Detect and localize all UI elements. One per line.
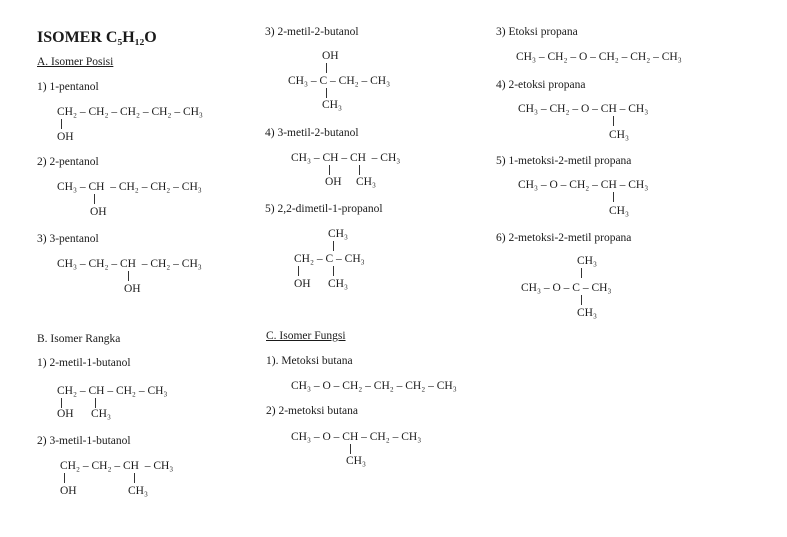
- formula-main: CH₃ – O – C – CH₃: [521, 282, 612, 294]
- bond-line: [64, 473, 65, 483]
- formula-branch: OH: [57, 408, 74, 420]
- formula-branch: CH₃: [609, 205, 629, 217]
- formula-branch: OH: [90, 206, 107, 218]
- formula-branch: OH: [60, 485, 77, 497]
- formula-branch: CH₃: [346, 455, 366, 467]
- bond-line: [326, 63, 327, 73]
- formula-branch: OH: [294, 278, 311, 290]
- formula-branch: CH₃: [609, 129, 629, 141]
- formula-main: CH₂ – CH₂ – CH₂ – CH₂ – CH₃: [57, 106, 203, 118]
- formula-branch: OH: [325, 176, 342, 188]
- bond-line: [359, 165, 360, 175]
- bond-line: [350, 444, 351, 454]
- formula-main: CH₃ – O – CH – CH₂ – CH₃: [291, 431, 422, 443]
- isomer-label: 5) 2,2-dimetil-1-propanol: [265, 203, 383, 215]
- formula-branch: CH₃: [356, 176, 376, 188]
- formula-branch: CH₃: [577, 255, 597, 267]
- formula-main: CH₃ – C – CH₂ – CH₃: [288, 75, 391, 87]
- isomer-label: 3) Etoksi propana: [496, 26, 578, 38]
- bond-line: [329, 165, 330, 175]
- isomer-label: 6) 2-metoksi-2-metil propana: [496, 232, 632, 244]
- formula-branch: OH: [57, 131, 74, 143]
- bond-line: [581, 295, 582, 305]
- formula-branch: OH: [322, 50, 339, 62]
- isomer-label: 3) 3-pentanol: [37, 233, 99, 245]
- bond-line: [61, 119, 62, 129]
- formula-branch: CH₃: [577, 307, 597, 319]
- formula-main: CH₃ – CH – CH – CH₃: [291, 152, 401, 164]
- formula-main: CH₃ – CH₂ – CH – CH₂ – CH₃: [57, 258, 202, 270]
- formula-branch: CH₃: [91, 408, 111, 420]
- formula-main: CH₂ – C – CH₃: [294, 253, 365, 265]
- isomer-label: 2) 3-metil-1-butanol: [37, 435, 131, 447]
- bond-line: [128, 271, 129, 281]
- formula-branch: CH₃: [322, 99, 342, 111]
- isomer-label: 2) 2-metoksi butana: [266, 405, 358, 417]
- formula-main: CH₂ – CH₂ – CH – CH₃: [60, 460, 174, 472]
- isomer-label: 1) 2-metil-1-butanol: [37, 357, 131, 369]
- formula-branch: CH₃: [328, 278, 348, 290]
- formula-main: CH₂ – CH – CH₂ – CH₃: [57, 385, 168, 397]
- section-a-heading: A. Isomer Posisi: [37, 56, 114, 68]
- bond-line: [613, 116, 614, 126]
- formula-main: CH₃ – CH₂ – O – CH₂ – CH₂ – CH₃: [516, 51, 682, 63]
- formula-main: CH₃ – CH₂ – O – CH – CH₃: [518, 103, 649, 115]
- isomer-label: 4) 3-metil-2-butanol: [265, 127, 359, 139]
- isomer-label: 5) 1-metoksi-2-metil propana: [496, 155, 632, 167]
- isomer-label: 4) 2-etoksi propana: [496, 79, 586, 91]
- formula-branch: CH₃: [328, 228, 348, 240]
- bond-line: [94, 194, 95, 204]
- formula-main: CH₃ – O – CH₂ – CH₂ – CH₂ – CH₃: [291, 380, 457, 392]
- formula-main: CH₃ – CH – CH₂ – CH₂ – CH₃: [57, 181, 202, 193]
- formula-branch: OH: [124, 283, 141, 295]
- bond-line: [298, 266, 299, 276]
- isomer-label: 1). Metoksi butana: [266, 355, 353, 367]
- isomer-label: 2) 2-pentanol: [37, 156, 99, 168]
- isomer-label: 3) 2-metil-2-butanol: [265, 26, 359, 38]
- bond-line: [581, 268, 582, 278]
- section-c-heading: C. Isomer Fungsi: [266, 330, 346, 342]
- bond-line: [333, 241, 334, 251]
- document-title: ISOMER C₅H₁₂O: [37, 29, 157, 46]
- formula-main: CH₃ – O – CH₂ – CH – CH₃: [518, 179, 649, 191]
- bond-line: [134, 473, 135, 483]
- bond-line: [326, 88, 327, 98]
- isomer-label: 1) 1-pentanol: [37, 81, 99, 93]
- formula-branch: CH₃: [128, 485, 148, 497]
- bond-line: [613, 192, 614, 202]
- section-b-heading: B. Isomer Rangka: [37, 333, 121, 345]
- bond-line: [333, 266, 334, 276]
